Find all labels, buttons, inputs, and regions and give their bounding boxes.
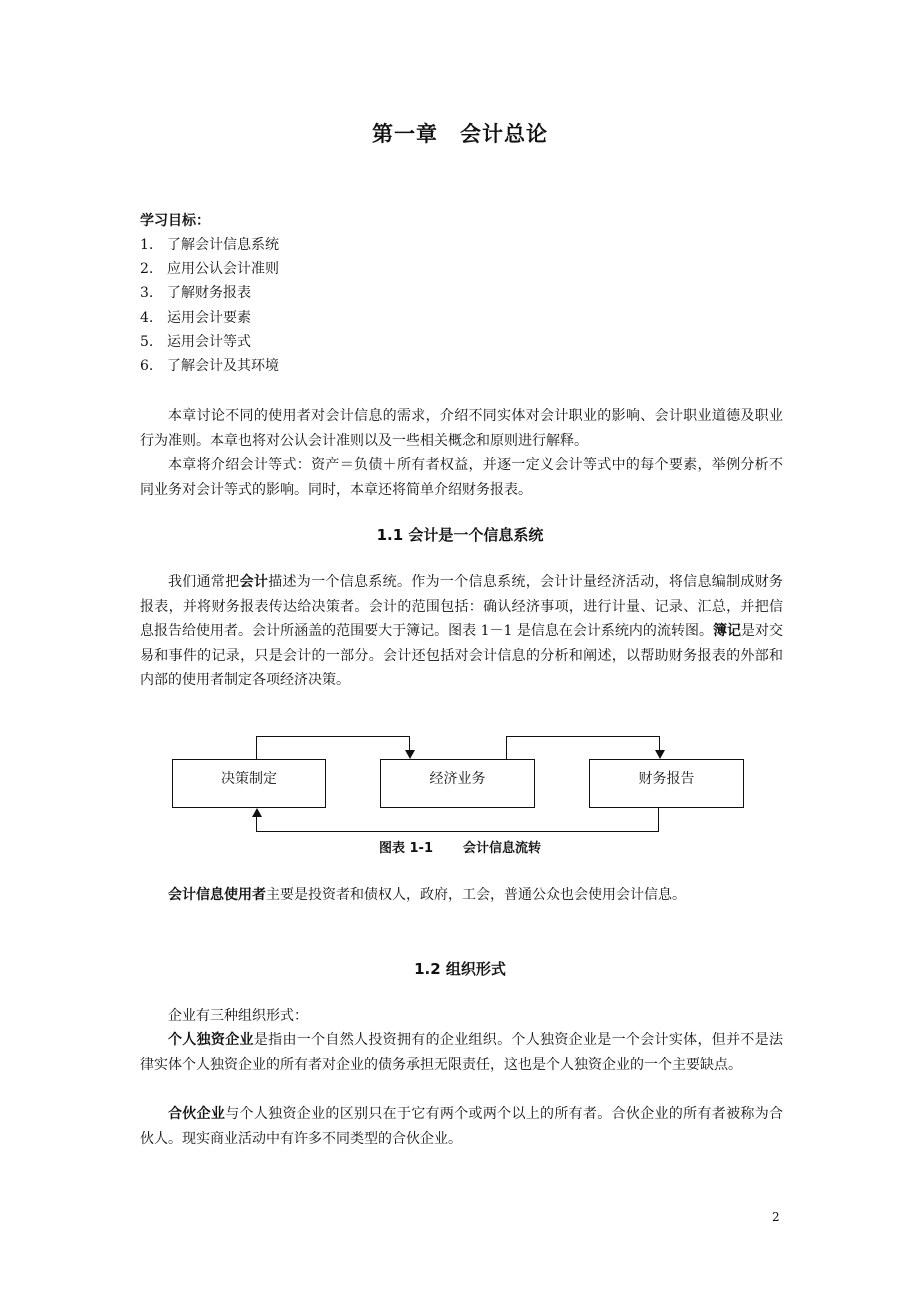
intro-paragraph-2: 本章将介绍会计等式：资产＝负债＋所有者权益，并逐一定义会计等式中的每个要素，举例分析不同业务对会计等式的影响。同时，本章还将简单介绍财务报表。	[140, 457, 783, 498]
figure-caption: 图表 1-1 会计信息流转	[378, 841, 542, 856]
objective-item: 5. 运用会计等式	[140, 333, 251, 350]
connector-line	[256, 736, 257, 760]
term-bookkeeping: 簿记	[712, 623, 741, 639]
connector-line	[256, 817, 257, 832]
arrow-down-icon	[655, 750, 665, 759]
section-title-1-1: 1.1 会计是一个信息系统	[376, 526, 544, 544]
arrow-up-icon	[252, 808, 262, 817]
term-info-users: 会计信息使用者	[168, 887, 266, 903]
arrow-down-icon	[405, 750, 415, 759]
users-paragraph: 会计信息使用者主要是投资者和债权人，政府，工会，普通公众也会使用会计信息。	[168, 887, 686, 903]
objective-item: 4. 运用会计要素	[140, 309, 251, 326]
flow-box-report: 财务报告	[589, 759, 744, 808]
section2-paragraph-1: 企业有三种组织形式：	[168, 1008, 308, 1024]
flow-box-decision: 决策制定	[172, 759, 326, 808]
objectives-heading: 学习目标：	[140, 213, 210, 229]
section2-paragraph-2: 个人独资企业是指由一个自然人投资拥有的企业组织。个人独资企业是一个会计实体，但并不是法律实体个人独资企业的所有者对企业的债务承担无限责任，这也是个人独资企业的一个主要缺点。	[140, 1032, 784, 1073]
objective-item: 3. 了解财务报表	[140, 285, 251, 302]
section-title-1-2: 1.2 组织形式	[414, 960, 506, 978]
intro-paragraph-1: 本章讨论不同的使用者对会计信息的需求，介绍不同实体对会计职业的影响、会计职业道德及职业行为准则。本章也将对公认会计准则以及一些相关概念和原则进行解释。	[140, 408, 783, 449]
section2-paragraph-3: 合伙企业与个人独资企业的区别只在于它有两个或两个以上的所有者。合伙企业的所有者被称为合伙人。现实商业活动中有许多不同类型的合伙企业。	[140, 1106, 784, 1147]
objective-item: 2. 应用公认会计准则	[140, 261, 279, 278]
connector-line	[256, 736, 409, 737]
page-number: 2	[772, 1210, 780, 1224]
connector-line	[256, 831, 659, 832]
objective-item: 1. 了解会计信息系统	[140, 237, 279, 253]
objective-item: 6. 了解会计及其环境	[140, 358, 279, 375]
connector-line	[658, 808, 659, 831]
chapter-title: 第一章 会计总论	[372, 122, 548, 146]
objectives-list	[140, 233, 279, 378]
flow-box-business: 经济业务	[380, 759, 535, 808]
connector-line	[506, 736, 507, 760]
connector-line	[506, 736, 659, 737]
term-sole-proprietorship: 个人独资企业	[168, 1032, 254, 1048]
section1-paragraph: 我们通常把会计描述为一个信息系统。作为一个信息系统，会计计量经济活动，将信息编制成财务报表，并将财务报表传达给决策者。会计的范围包括：确认经济事项，进行计量、记录、汇总，并把信息报告给使用者。会计所涵盖的范围要大于簿记。图表 1－1 是信息在会计系统内的流转图。簿记是对交易和事件的记录，只是会计的一部分。会计还包括对会计信息的分析和阐述，以帮助财务报表的外部和内部的使用者制定各项经济决策。	[140, 574, 784, 688]
term-accounting: 会计	[239, 574, 269, 590]
term-partnership: 合伙企业	[168, 1106, 226, 1122]
